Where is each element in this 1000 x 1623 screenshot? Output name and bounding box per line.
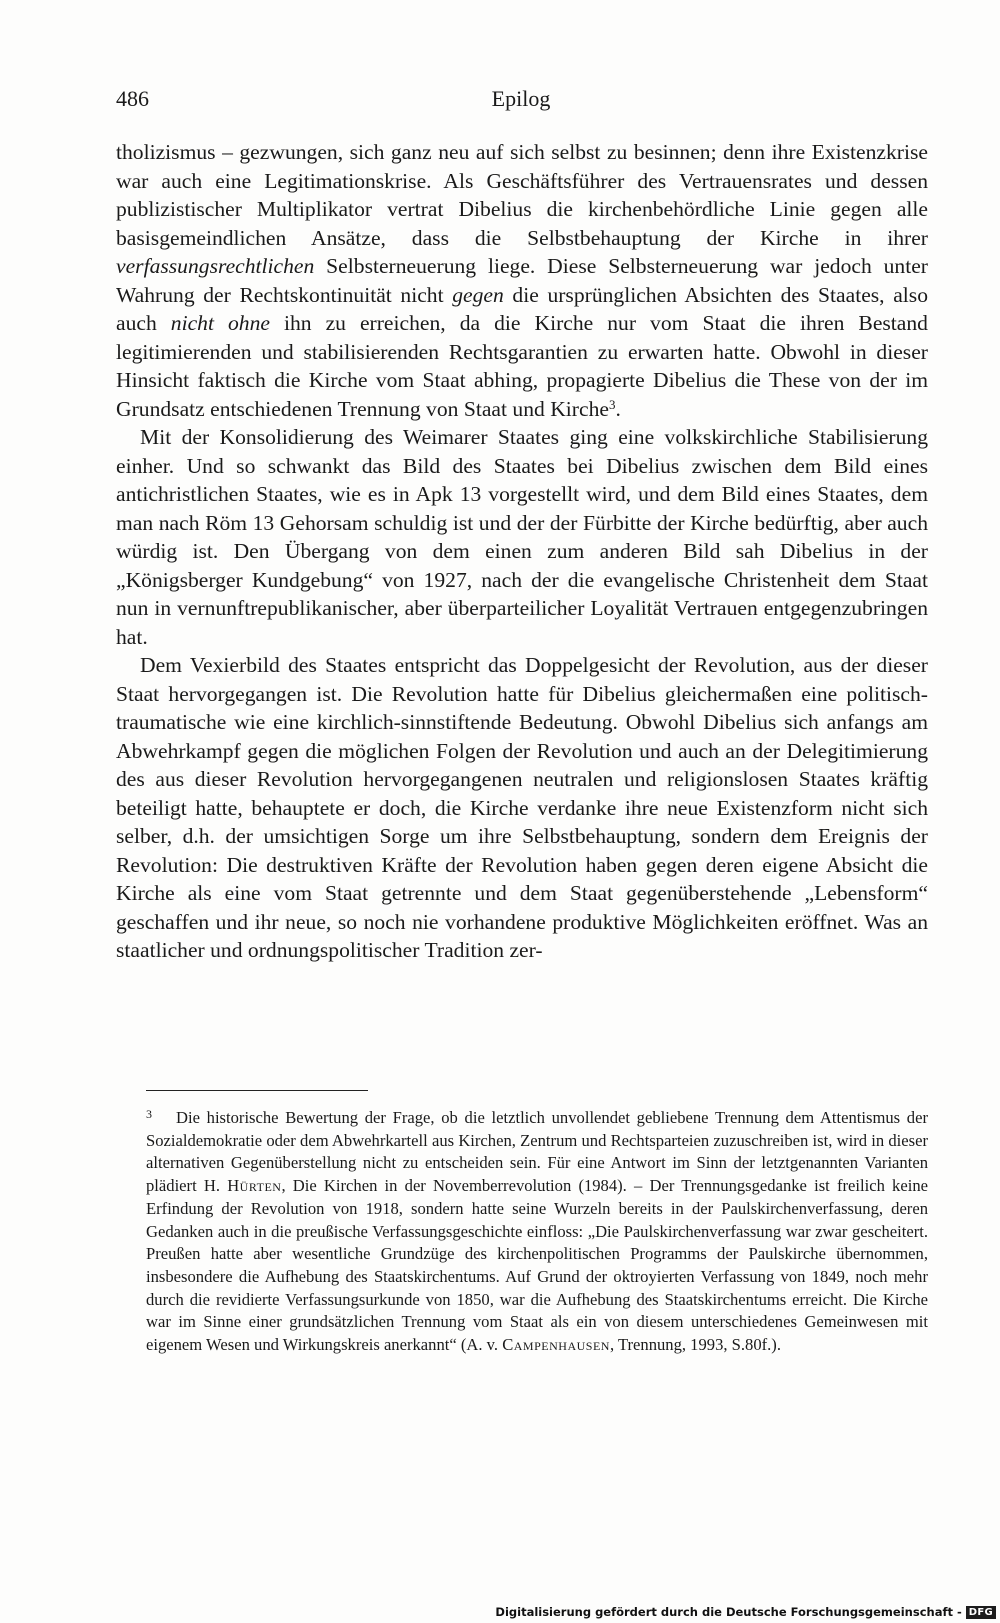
emphasis-nicht-ohne: nicht ohne: [170, 311, 270, 335]
footnote-divider: [146, 1090, 368, 1091]
digitization-footer: [495, 1603, 996, 1621]
page-number: 486: [116, 86, 149, 111]
footnote-reference[interactable]: 3: [608, 396, 616, 412]
running-title: Epilog: [491, 86, 551, 111]
footnotes: [146, 1107, 928, 1357]
paragraph-1: tholizismus – gezwungen, sich ganz neu auf sich selbst zu besinnen; denn ihre Existenzkrise war auch eine Legitimationskrise. Als Geschäftsführer des Vertrauensrates und dessen publizistischer Multiplikator vertrat Dibelius die kirchenbehördliche Linie gegen alle basisgemeindlichen Ansätze, dass die Selbstbehauptung der Kirche in ihrer verfassungsrechtlichen Selbsterneuerung liege. Diese Selbsterneuerung war jedoch unter Wahrung der Rechtskontinuität nicht gegen die ursprünglichen Absichten des Staates, also auch nicht ohne ihn zu erreichen, da die Kirche nur vom Staat die ihren Bestand legitimierenden und stabilisierenden Rechtsgarantien zu erwarten hatte. Obwohl in dieser Hinsicht faktisch die Kirche vom Staat abhing, propagierte Dibelius die These von der im Grundsatz entschiedenen Trennung von Staat und Kirche$^3$.: [116, 140, 928, 421]
paragraph-2: Mit der Konsolidierung des Weimarer Staates ging eine volkskirchliche Stabilisierung einher. Und so schwankt das Bild des Staates bei Dibelius zwischen dem Bild eines antichristlichen Staates, wie es in Apk 13 vorgestellt wird, und dem Bild eines Staates, dem man nach Röm 13 Gehorsam schuldig ist und der der Fürbitte der Kirche bedürftig, aber auch würdig ist. Den Übergang von dem einen zum anderen Bild sah Dibelius in der „Königsberger Kundgebung“ von 1927, nach der die evangelische Christenheit dem Staat nun in vernunftrepublikanischer, aber überparteilicher Loyalität Vertrauen entgegenzubringen hat.: [116, 425, 928, 649]
paragraph-3: Dem Vexierbild des Staates entspricht das Doppelgesicht der Revolution, aus der dieser Staat hervorgegangen ist. Die Revolution hatte für Dibelius gleichermaßen eine politisch-traumatische wie eine kirchlich-sinnstiftende Bedeutung. Obwohl Dibelius sich anfangs am Abwehrkampf gegen die möglichen Folgen der Revolution und auch an der Delegitimierung des aus dieser Revolution hervorgegangenen neutralen und religionslosen Staates kräftig beteiligt hatte, behauptete er doch, die Kirche verdanke ihre neue Existenzform nicht sich selber, d.h. der umsichtigen Sorge um ihre Selbstbehauptung, sondern dem Ereignis der Revolution: Die destruktiven Kräfte der Revolution haben gegen deren eigene Absicht die Kirche als eine vom Staat getrennte und dem Staat gegenüberstehende „Lebensform“ geschaffen und ihr neue, so noch nie vorhandene produktive Möglichkeiten eröffnet. Was an staatlicher und ordnungspolitischer Tradition zer-: [116, 653, 928, 962]
running-head: [116, 86, 926, 116]
emphasis-gegen: gegen: [452, 282, 504, 307]
dfg-logo-icon: DFG: [966, 1606, 996, 1619]
footnote-3: 3 Die historische Bewertung der Frage, ob die letztlich unvollendet gebliebene Trennung dem Attentismus der Sozialdemokratie oder dem Abwehrkartell aus Kirchen, Zentrum und Rechtsparteien zuzuschreiben ist, wird in dieser alternativen Gegenüberstellung nicht zu entscheiden sein. Für eine Antwort im Sinn der letztgenannten Varianten plädiert H. Hürten, Die Kirchen in der Novemberrevolution (1984). – Der Trennungsgedanke ist freilich keine Erfindung der Revolution von 1918, sondern hatte seine Wurzeln bereits in der Paulskirchenverfassung, deren Gedanken auch in die preußische Verfassungsgeschichte einfloss: „Die Paulskirchenverfassung war zwar gescheitert. Preußen hatte aber wesentliche Grundzüge des kirchenpolitischen Programms der Paulskirche übernommen, insbesondere die Aufhebung des Staatskirchentums. Auf Grund der oktroyierten Verfassung von 1849, noch mehr durch die revidierte Verfassungsurkunde von 1850, war die Aufhebung des Staatskirchentums erreicht. Die Kirche war im Sinne einer grundsätzlichen Trennung vom Staat als ein von diesem unterschiedenes Gemeinwesen mit eigenem Wesen und Wirkungskreis anerkannt“ (A. v. Campenhausen, Trennung, 1993, S.80f.).: [146, 1107, 928, 1355]
main-text: [116, 138, 928, 965]
author-hurten: Hürten: [227, 1176, 282, 1196]
author-campenhausen: Campenhausen: [502, 1335, 610, 1355]
funding-credit: Digitalisierung gefördert durch die Deutsche Forschungsgemeinschaft -: [495, 1605, 962, 1619]
emphasis-verfassungsrechtlichen: verfassungsrechtlichen: [116, 254, 315, 278]
